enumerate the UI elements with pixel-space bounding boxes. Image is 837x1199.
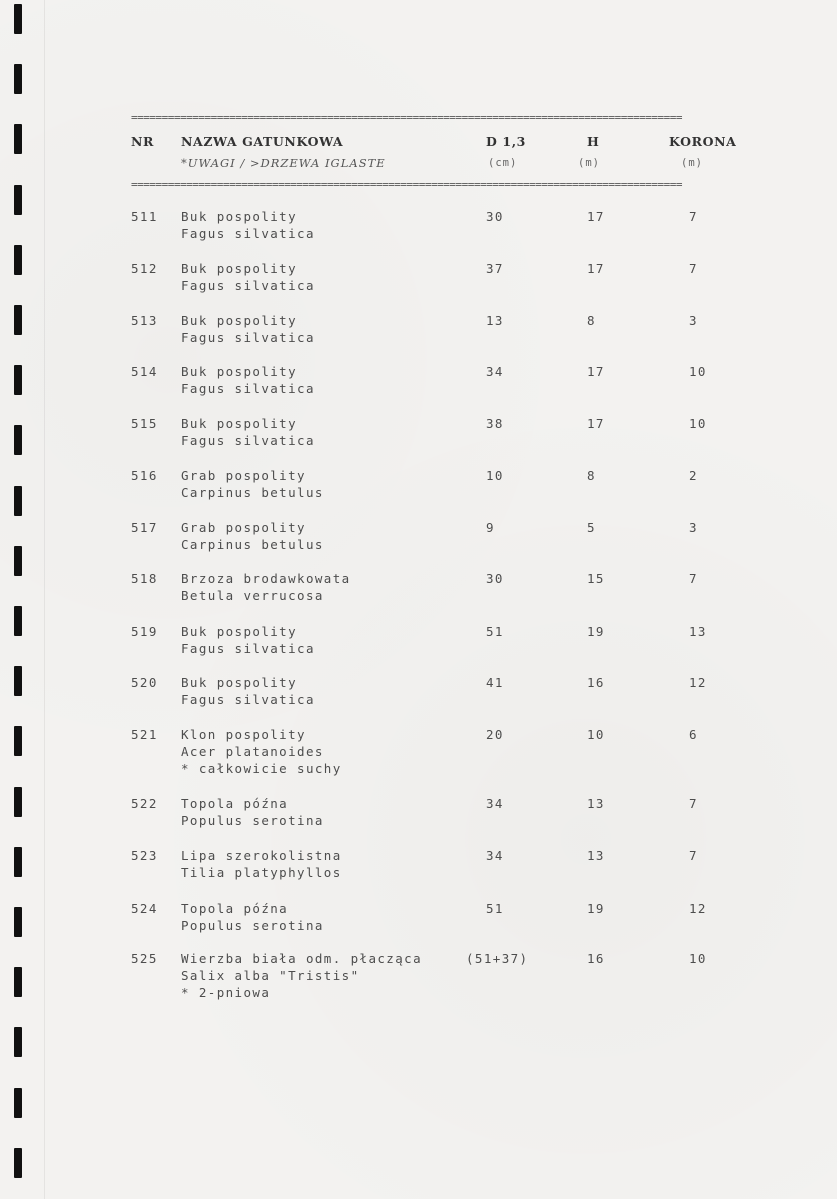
cell-height: 16 bbox=[587, 951, 605, 966]
binding-hole bbox=[14, 847, 22, 877]
cell-crown: 7 bbox=[689, 571, 698, 586]
cell-diameter: 10 bbox=[486, 468, 504, 483]
cell-height: 8 bbox=[587, 313, 596, 328]
cell-latin-name: Populus serotina bbox=[181, 813, 324, 828]
cell-diameter: 20 bbox=[486, 727, 504, 742]
cell-diameter: 13 bbox=[486, 313, 504, 328]
cell-common-name: Grab pospolity bbox=[181, 468, 306, 483]
cell-latin-name: Carpinus betulus bbox=[181, 537, 324, 552]
binding-hole bbox=[14, 185, 22, 215]
cell-crown: 10 bbox=[689, 364, 707, 379]
cell-crown: 7 bbox=[689, 209, 698, 224]
unit-korona: (m) bbox=[681, 157, 703, 169]
cell-latin-name: Fagus silvatica bbox=[181, 278, 315, 293]
cell-nr: 515 bbox=[131, 416, 158, 431]
column-subheader-notes: *UWAGI / >DRZEWA IGLASTE bbox=[181, 156, 386, 170]
cell-latin-name: Salix alba "Tristis" bbox=[181, 968, 360, 983]
cell-crown: 2 bbox=[689, 468, 698, 483]
column-header-nr: NR bbox=[131, 134, 155, 149]
cell-common-name: Grab pospolity bbox=[181, 520, 306, 535]
cell-height: 5 bbox=[587, 520, 596, 535]
header-rule-top: ========================================================================================== bbox=[131, 114, 683, 122]
cell-nr: 517 bbox=[131, 520, 158, 535]
cell-crown: 7 bbox=[689, 848, 698, 863]
cell-latin-name: Acer platanoides bbox=[181, 744, 324, 759]
binding-hole bbox=[14, 666, 22, 696]
cell-crown: 7 bbox=[689, 796, 698, 811]
binding-edge bbox=[44, 0, 45, 1199]
cell-height: 10 bbox=[587, 727, 605, 742]
unit-h: (m) bbox=[578, 157, 600, 169]
cell-diameter: 34 bbox=[486, 364, 504, 379]
cell-diameter: 41 bbox=[486, 675, 504, 690]
column-header-name: NAZWA GATUNKOWA bbox=[181, 134, 344, 149]
cell-nr: 519 bbox=[131, 624, 158, 639]
cell-diameter: 30 bbox=[486, 209, 504, 224]
cell-diameter: 34 bbox=[486, 848, 504, 863]
cell-height: 17 bbox=[587, 209, 605, 224]
binding-hole bbox=[14, 425, 22, 455]
cell-common-name: Brzoza brodawkowata bbox=[181, 571, 351, 586]
header-rule-bottom: ========================================================================================== bbox=[131, 181, 683, 189]
cell-common-name: Wierzba biała odm. płacząca bbox=[181, 951, 422, 966]
cell-latin-name: Tilia platyphyllos bbox=[181, 865, 342, 880]
cell-note: * 2-pniowa bbox=[181, 985, 271, 1000]
cell-diameter: 37 bbox=[486, 261, 504, 276]
cell-height: 15 bbox=[587, 571, 605, 586]
cell-nr: 525 bbox=[131, 951, 158, 966]
cell-common-name: Buk pospolity bbox=[181, 209, 298, 224]
cell-crown: 10 bbox=[689, 416, 707, 431]
cell-latin-name: Betula verrucosa bbox=[181, 588, 324, 603]
cell-crown: 3 bbox=[689, 313, 698, 328]
cell-latin-name: Fagus silvatica bbox=[181, 330, 315, 345]
cell-crown: 7 bbox=[689, 261, 698, 276]
cell-height: 16 bbox=[587, 675, 605, 690]
cell-nr: 516 bbox=[131, 468, 158, 483]
cell-common-name: Klon pospolity bbox=[181, 727, 306, 742]
cell-height: 8 bbox=[587, 468, 596, 483]
cell-latin-name: Carpinus betulus bbox=[181, 485, 324, 500]
cell-height: 17 bbox=[587, 416, 605, 431]
cell-common-name: Topola późna bbox=[181, 901, 289, 916]
cell-note: * całkowicie suchy bbox=[181, 761, 342, 776]
cell-nr: 514 bbox=[131, 364, 158, 379]
cell-latin-name: Fagus silvatica bbox=[181, 226, 315, 241]
cell-common-name: Topola późna bbox=[181, 796, 289, 811]
binding-hole bbox=[14, 606, 22, 636]
cell-crown: 10 bbox=[689, 951, 707, 966]
binding-hole bbox=[14, 124, 22, 154]
cell-diameter: 30 bbox=[486, 571, 504, 586]
binding-hole bbox=[14, 726, 22, 756]
cell-nr: 523 bbox=[131, 848, 158, 863]
cell-height: 19 bbox=[587, 901, 605, 916]
cell-diameter: (51+37) bbox=[466, 951, 529, 966]
binding-hole bbox=[14, 787, 22, 817]
cell-nr: 513 bbox=[131, 313, 158, 328]
binding-hole bbox=[14, 907, 22, 937]
cell-nr: 521 bbox=[131, 727, 158, 742]
cell-latin-name: Fagus silvatica bbox=[181, 641, 315, 656]
cell-diameter: 9 bbox=[486, 520, 495, 535]
cell-crown: 13 bbox=[689, 624, 707, 639]
cell-crown: 6 bbox=[689, 727, 698, 742]
cell-latin-name: Fagus silvatica bbox=[181, 381, 315, 396]
unit-d: (cm) bbox=[488, 157, 518, 169]
binding-hole bbox=[14, 4, 22, 34]
cell-common-name: Buk pospolity bbox=[181, 416, 298, 431]
cell-nr: 512 bbox=[131, 261, 158, 276]
cell-height: 13 bbox=[587, 848, 605, 863]
binding-hole bbox=[14, 245, 22, 275]
cell-latin-name: Fagus silvatica bbox=[181, 433, 315, 448]
cell-nr: 524 bbox=[131, 901, 158, 916]
binding-hole bbox=[14, 486, 22, 516]
cell-nr: 511 bbox=[131, 209, 158, 224]
cell-crown: 12 bbox=[689, 675, 707, 690]
cell-common-name: Buk pospolity bbox=[181, 675, 298, 690]
binding-hole bbox=[14, 546, 22, 576]
column-header-d: D 1,3 bbox=[486, 134, 526, 149]
cell-latin-name: Fagus silvatica bbox=[181, 692, 315, 707]
binding-hole bbox=[14, 1027, 22, 1057]
binding-hole bbox=[14, 967, 22, 997]
cell-common-name: Buk pospolity bbox=[181, 313, 298, 328]
cell-latin-name: Populus serotina bbox=[181, 918, 324, 933]
cell-height: 13 bbox=[587, 796, 605, 811]
cell-diameter: 34 bbox=[486, 796, 504, 811]
cell-height: 17 bbox=[587, 364, 605, 379]
cell-common-name: Buk pospolity bbox=[181, 364, 298, 379]
binding-hole bbox=[14, 1148, 22, 1178]
cell-nr: 518 bbox=[131, 571, 158, 586]
cell-nr: 520 bbox=[131, 675, 158, 690]
binding-hole bbox=[14, 365, 22, 395]
cell-nr: 522 bbox=[131, 796, 158, 811]
column-header-h: H bbox=[587, 134, 600, 149]
cell-diameter: 51 bbox=[486, 624, 504, 639]
binding-hole bbox=[14, 64, 22, 94]
cell-diameter: 51 bbox=[486, 901, 504, 916]
cell-height: 19 bbox=[587, 624, 605, 639]
cell-height: 17 bbox=[587, 261, 605, 276]
cell-crown: 3 bbox=[689, 520, 698, 535]
binding-hole bbox=[14, 1088, 22, 1118]
cell-common-name: Buk pospolity bbox=[181, 624, 298, 639]
cell-crown: 12 bbox=[689, 901, 707, 916]
cell-diameter: 38 bbox=[486, 416, 504, 431]
cell-common-name: Buk pospolity bbox=[181, 261, 298, 276]
column-header-korona: KORONA bbox=[669, 134, 737, 149]
cell-common-name: Lipa szerokolistna bbox=[181, 848, 342, 863]
binding-hole bbox=[14, 305, 22, 335]
